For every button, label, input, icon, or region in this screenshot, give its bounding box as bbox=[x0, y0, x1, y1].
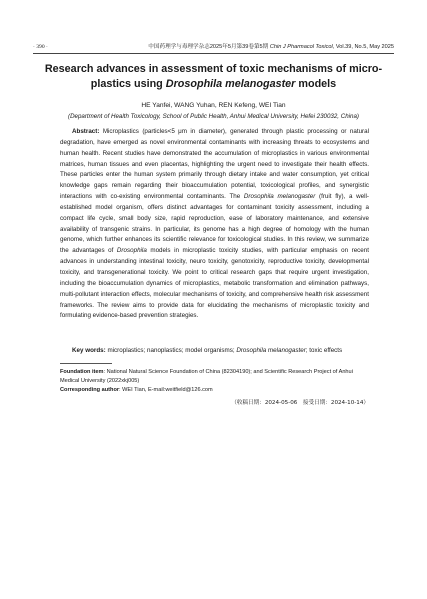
corresponding-text: : WEI Tian, E-mail:weitfield@126.com bbox=[119, 387, 213, 393]
foundation-text: : National Natural Science Foundation of China (82304190); and Scientific Research Project of Anhui Medical University (2022xkj005) bbox=[60, 369, 353, 384]
received-accepted-dates: （收稿日期：2024-05-06 接受日期：2024-10-14） bbox=[231, 400, 369, 406]
header-rule bbox=[33, 53, 394, 54]
footnotes bbox=[60, 368, 369, 395]
abstract-label: Abstract: bbox=[72, 128, 100, 135]
corresponding-label: Corresponding author bbox=[60, 387, 120, 393]
journal-name-en: Chin J Pharmacol Toxicol bbox=[269, 44, 333, 50]
footnote-rule bbox=[60, 363, 112, 364]
title-part2: models bbox=[295, 77, 337, 90]
page-number: · 390 · bbox=[33, 44, 48, 50]
foundation-note bbox=[60, 368, 369, 386]
keywords bbox=[60, 346, 369, 356]
keywords-text-1: microplastics; nanoplastics; model organisms; bbox=[105, 347, 237, 354]
abstract-text-1: Microplastics (particles<5 μm in diameter), generated through plastic processing or natural degradation, have emerged as novel environmental contaminants with increasing threats to ecosystems and human health. Recent studies have demonstrated the accumulation of microplastics in various environmental matrices, human tissues and even placentas, highlighting the urgent need to investigate their health effects. These particles enter the human system primarily through dietary intake and water consumption, yet critical knowledge gaps remain regarding their bioaccumulation potential, toxicological profiles, and synergistic interactions with co-existing environmental contaminants. The bbox=[60, 128, 369, 201]
journal-name-cn: 中国药理学与毒理学杂志2025年5月第39卷第5期 bbox=[148, 44, 269, 50]
keywords-text-2: ; toxic effects bbox=[305, 347, 343, 354]
journal-citation bbox=[148, 42, 394, 52]
affiliation: (Department of Health Toxicology, School of Public Health, Anhui Medical University, Hefei 230032, China) bbox=[68, 113, 359, 120]
running-header bbox=[33, 42, 394, 52]
keywords-label: Key words: bbox=[72, 347, 106, 354]
author-list: HE Yanfei, WANG Yuhan, REN Kefeng, WEI Tian bbox=[141, 102, 286, 109]
journal-issue: , Vol.39, No.5, May 2025 bbox=[332, 44, 394, 50]
abstract-species-2: Drosophila bbox=[116, 247, 147, 255]
keywords-species: Drosophila melanogaster bbox=[236, 347, 306, 354]
abstract-text-3: models in microplastic toxicity studies, with particular emphasis on recent advances in understanding intestinal toxicity, neuro toxicity, genotoxicity, reproductive toxicity, developmental toxicity, and transgenerational toxicity. We point to critical research gaps that require urgent investigation, including the bioaccumulation dynamics of microplastics, metabolic transformation and elimination pathways, multi-pollutant interaction effects, molecular mechanisms of toxicity, and comprehensive health risk assessment frameworks. The review aims to provide data for elucidating the mechanisms of microplastic toxicity and formulating evidence-based prevention strategies. bbox=[60, 247, 369, 320]
abstract-species-1: Drosophila melanogaster bbox=[243, 193, 316, 201]
foundation-label: Foundation item bbox=[60, 369, 104, 375]
abstract bbox=[60, 127, 369, 322]
title-species: Drosophila melanogaster bbox=[165, 77, 296, 90]
article-title bbox=[40, 62, 387, 91]
corresponding-note bbox=[60, 386, 369, 395]
title-part1: Research advances in assessment of toxic mechanisms of micro-plastics using bbox=[44, 63, 383, 90]
abstract-text-2: (fruit fly), a well-established model organism, offers distinct advantages for contaminant toxicity assessment, including a compact life cycle, small body size, rapid reproduction, ease of laboratory maintenance, and extensive availability of transgenic strains. In particular, its genome has a high degree of homology with the human genome, which further enhances its scientific relevance for toxicological studies. In this review, we summarize the advantages of bbox=[60, 193, 369, 255]
